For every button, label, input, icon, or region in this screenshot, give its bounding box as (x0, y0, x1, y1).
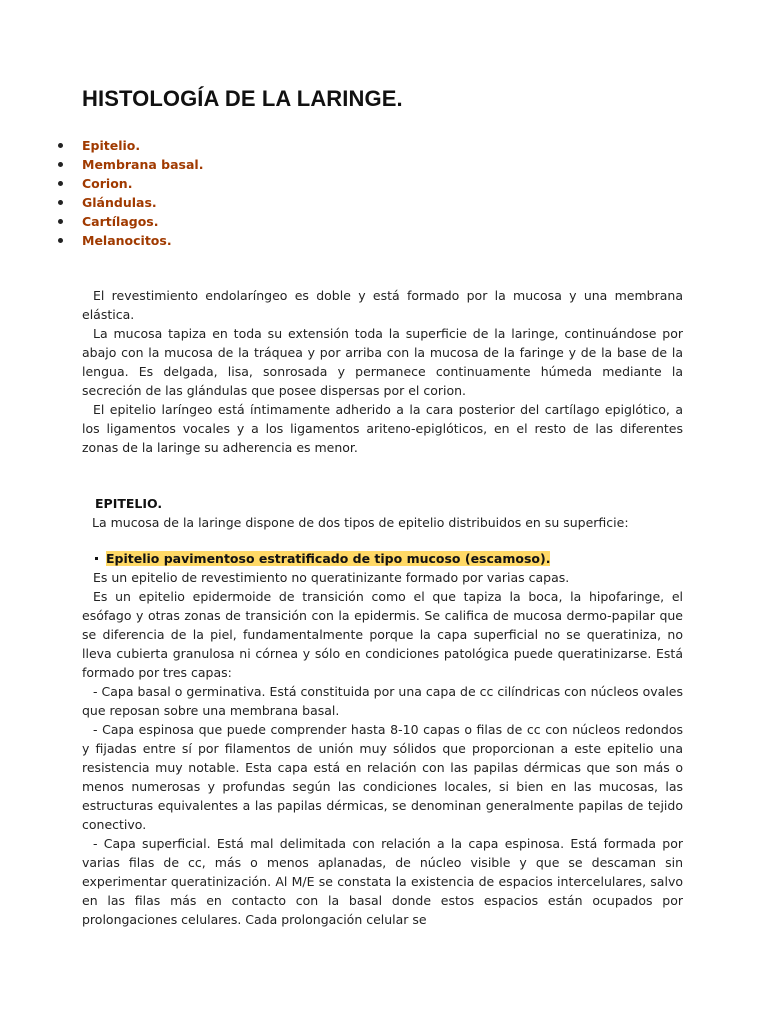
contents-list (58, 136, 203, 250)
list-item: Glándulas. (58, 193, 203, 212)
list-item: Melanocitos. (58, 231, 203, 250)
bullet-icon (58, 143, 63, 148)
paragraph: - Capa espinosa que puede comprender hasta 8-10 capas o filas de cc con núcleos redondos y fijadas entre sí por filamentos de unión muy sólidos que proporcionan a este epitelio una resistencia muy notable. Esta capa está en relación con las papilas dérmicas que son más o menos numerosas y profundas según las condiciones locales, si bien en las mucosas, las estructuras equivalentes a las papilas dérmicas, se denominan generalmente papilas de tejido conectivo. (82, 722, 683, 832)
list-item: Corion. (58, 174, 203, 193)
bullet-icon (58, 181, 63, 186)
paragraph: - Capa superficial. Está mal delimitada con relación a la capa espinosa. Está formada por varias filas de cc, más o menos aplanadas, de núcleo visible y que se descaman sin experimentar queratinización. Al M/E se constata la existencia de espacios intercelulares, salvo en las filas más en contacto con la basal donde estos espacios están ocupados por prolongaciones celulares. Cada prolongación celular se (82, 836, 683, 927)
paragraph: La mucosa tapiza en toda su extensión toda la superficie de la laringe, continuándose por abajo con la mucosa de la tráquea y por arriba con la mucosa de la faringe y de la base de la lengua. Es delgada, lisa, sonrosada y permanece continuamente húmeda mediante la secreción de las glándulas que posee dispersas por el corion. (82, 326, 683, 398)
paragraph: El revestimiento endolaríngeo es doble y está formado por la mucosa y una membrana elástica. (82, 288, 683, 322)
intro-text (82, 286, 683, 457)
section-intro: La mucosa de la laringe dispone de dos tipos de epitelio distribuidos en su superficie: (92, 515, 629, 530)
paragraph: Es un epitelio de revestimiento no queratinizante formado por varias capas. (93, 570, 570, 585)
paragraph: El epitelio laríngeo está íntimamente adherido a la cara posterior del cartílago epiglótico, a los ligamentos vocales y a los ligamentos ariteno-epiglóticos, en el resto de las diferentes zonas de la laringe su adherencia es menor. (82, 402, 683, 455)
page-title: HISTOLOGÍA DE LA LARINGE. (82, 86, 403, 111)
list-item: Epitelio. (58, 136, 203, 155)
bullet-icon (58, 162, 63, 167)
paragraph: - Capa basal o germinativa. Está constituida por una capa de cc cilíndricas con núcleos ovales que reposan sobre una membrana basal. (82, 684, 683, 718)
bullet-icon (58, 238, 63, 243)
list-item: Membrana basal. (58, 155, 203, 174)
highlighted-subheading: Epitelio pavimentoso estratificado de tipo mucoso (escamoso). (106, 551, 551, 566)
paragraph: Es un epitelio epidermoide de transición como el que tapiza la boca, la hipofaringe, el esófago y otras zonas de transición con la epidermis. Se califica de mucosa dermo-papilar que se diferencia de la piel, fundamentalmente porque la capa superficial no se queratiniza, no lleva cubierta granulosa ni córnea y sólo en condiciones patológica puede queratinizarse. Está formado por tres capas: (82, 589, 683, 680)
list-item: Cartílagos. (58, 212, 203, 231)
square-bullet-icon (95, 557, 98, 560)
epitelio-text (82, 568, 683, 929)
bullet-icon (58, 200, 63, 205)
section-heading: EPITELIO. (95, 496, 163, 511)
subheading-item (95, 549, 550, 568)
bullet-icon (58, 219, 63, 224)
